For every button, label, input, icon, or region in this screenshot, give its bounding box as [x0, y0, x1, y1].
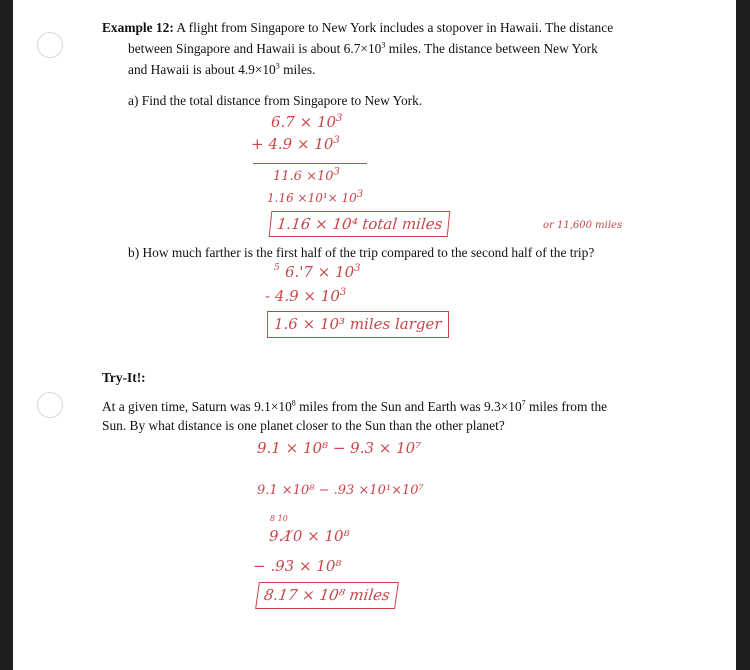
document-page [13, 0, 736, 670]
select-example-radio[interactable] [37, 32, 63, 58]
work-a-line-2: + $4.9 \times 10^3$ [251, 135, 340, 153]
part-a-question: a) Find the total distance from Singapore to New York. [128, 93, 423, 108]
work-b-line-2: - $4.9 \times 10^3$ [265, 287, 347, 305]
work-c-line-4: − .93 × 10⁸ [253, 557, 342, 575]
tryit-line-2: Sun. By what distance is one planet closer to the Sun than the other planet? [102, 418, 505, 433]
tryit-label: Try-It!: [102, 370, 146, 385]
work-a-line-1: $6.7 \times 10^3$ [271, 113, 343, 131]
answer-a-box: 1.16 × 10⁴ total miles [269, 211, 451, 237]
borrow-mark: 5 [274, 263, 280, 273]
tryit-line-1: At a given time, Saturn was $9.1\times 10^8$ miles from the Sun and Earth was $9.3\times 10^7$ miles from the [102, 398, 608, 414]
work-b-line-1: $6.'7 \times 10^3$ [285, 263, 361, 281]
work-c-line-2: 9.1 ×10⁸ − .93 ×10¹×10⁷ [257, 483, 424, 498]
answer-c-box: 8.17 × 10⁸ miles [255, 582, 399, 609]
work-a-line-4: $1.16 \times 10^1\times 10^3$ [267, 189, 364, 205]
example-text: A flight from Singapore to New York includes a stopover in Hawaii. The distance [176, 20, 614, 35]
answer-a-alt: or 11,600 miles [543, 220, 623, 231]
answer-b-box: 1.6 × 10³ miles larger [267, 311, 449, 338]
work-c-carry: 8 10 [270, 514, 288, 523]
work-a-line-3: $11.6 \times 10^3$ [273, 166, 340, 184]
example-label: Example 12: [102, 20, 174, 35]
example-line-3: and Hawaii is about $4.9\times 10^3$ miles. [128, 61, 316, 77]
part-b-question: b) How much farther is the first half of the trip compared to the second half of the trip? [128, 245, 595, 260]
sum-line [253, 163, 367, 164]
work-c-line-3: 9.1̸0 × 10⁸ [269, 527, 350, 545]
example-line-1 [102, 20, 613, 35]
select-tryit-radio[interactable] [37, 392, 63, 418]
work-c-line-1: 9.1 × 10⁸ − 9.3 × 10⁷ [257, 439, 422, 457]
example-line-2: between Singapore and Hawaii is about $6.7\times 10^3$ miles. The distance between New York [128, 40, 598, 56]
